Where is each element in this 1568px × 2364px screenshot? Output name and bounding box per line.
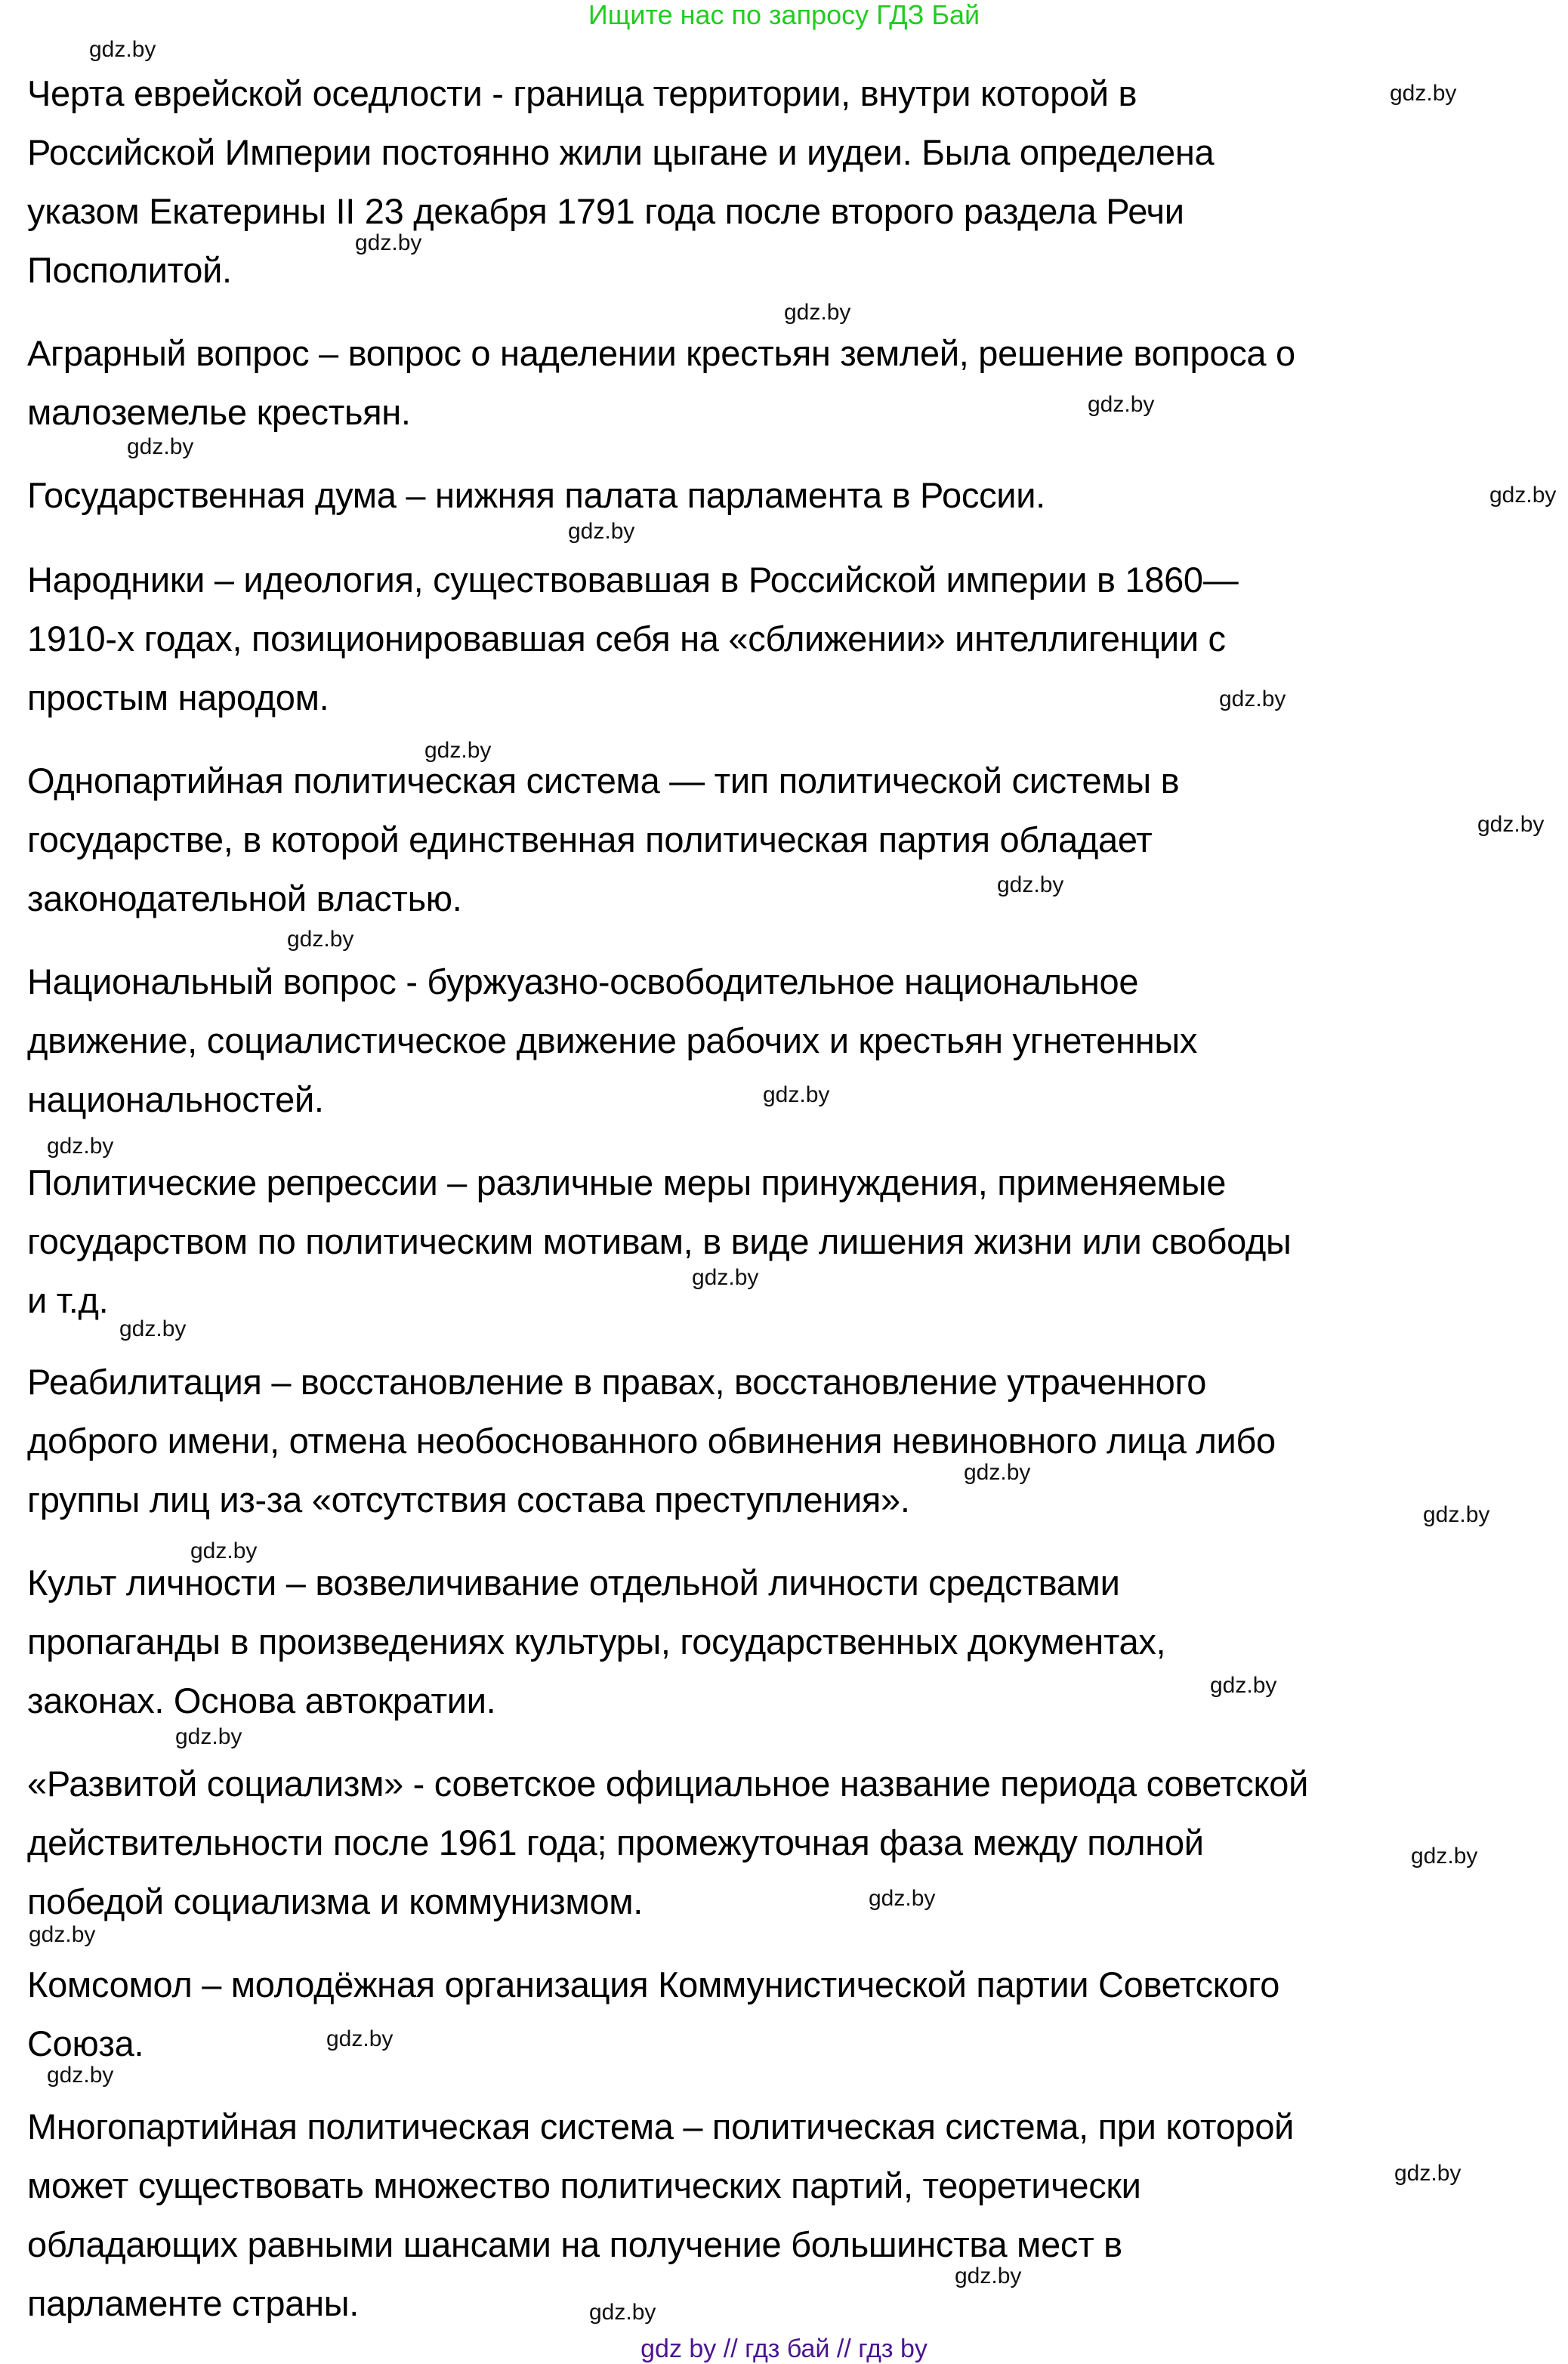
watermark-text: gdz.by — [964, 1460, 1031, 1485]
paragraph-line: Черта еврейской оседлости - граница территории, внутри которой в — [27, 73, 1137, 113]
paragraph-line: малоземелье крестьян. — [27, 392, 411, 432]
watermark-text: gdz.by — [763, 1082, 830, 1107]
watermark-text: gdz.by — [127, 434, 194, 459]
paragraph-line: Союза. — [27, 2023, 144, 2063]
paragraph-line: государством по политическим мотивам, в виде лишения жизни или свободы — [27, 1221, 1292, 1261]
paragraph-line: Реабилитация – восстановление в правах, восстановление утраченного — [27, 1362, 1207, 1402]
watermark-text: gdz.by — [89, 37, 156, 62]
paragraph-line: национальностей. — [27, 1079, 324, 1119]
paragraph-line: победой социализма и коммунизмом. — [27, 1881, 644, 1921]
watermark-text: gdz.by — [869, 1886, 936, 1911]
watermark-text: gdz.by — [326, 2026, 394, 2051]
watermark-text: gdz.by — [175, 1724, 242, 1749]
watermark-text: gdz.by — [190, 1538, 258, 1563]
watermark-text: gdz.by — [47, 2063, 114, 2088]
paragraph-line: государстве, в которой единственная политическая партия обладает — [27, 819, 1153, 859]
watermark-text: gdz.by — [1210, 1673, 1277, 1698]
paragraph-line: Многопартийная политическая система – политическая система, при которой — [27, 2106, 1295, 2146]
paragraph-line: Посполитой. — [27, 250, 232, 290]
paragraph-line: простым народом. — [27, 677, 329, 718]
watermark-text: gdz.by — [997, 872, 1064, 897]
watermark-text: gdz.by — [287, 927, 354, 952]
watermark-text: gdz.by — [955, 2264, 1022, 2288]
footer-links[interactable]: gdz by // гдз бай // гдз by — [640, 2335, 928, 2363]
paragraph-line: Российской Империи постоянно жили цыгане и иудеи. Была определена — [27, 132, 1215, 172]
watermark-text: gdz.by — [589, 2300, 656, 2325]
watermark-text: gdz.by — [355, 230, 422, 255]
watermark-text: gdz.by — [47, 1134, 114, 1159]
paragraph-line: пропаганды в произведениях культуры, государственных документах, — [27, 1622, 1166, 1662]
paragraph-line: Национальный вопрос - буржуазно-освободительное национальное — [27, 961, 1139, 1001]
watermark-text: gdz.by — [1088, 392, 1155, 417]
watermark-text: gdz.by — [1477, 812, 1545, 837]
watermark-text: gdz.by — [568, 519, 635, 544]
watermark-text: gdz.by — [29, 1922, 96, 1947]
paragraph-line: Однопартийная политическая система — тип политической системы в — [27, 761, 1180, 801]
paragraph-line: Аграрный вопрос – вопрос о наделении крестьян землей, решение вопроса о — [27, 333, 1295, 373]
watermark-text: gdz.by — [692, 1265, 759, 1290]
watermark-text: gdz.by — [424, 738, 492, 763]
paragraph-line: движение, социалистическое движение рабочих и крестьян угнетенных — [27, 1020, 1198, 1060]
paragraph-line: законодательной властью. — [27, 878, 462, 918]
watermark-text: gdz.by — [1411, 1844, 1478, 1869]
paragraph-line: обладающих равными шансами на получение большинства мест в — [27, 2224, 1122, 2264]
paragraph-line: Культ личности – возвеличивание отдельной личности средствами — [27, 1563, 1120, 1603]
paragraph-line: может существовать множество политических партий, теоретически — [27, 2165, 1141, 2205]
watermark-text: gdz.by — [1489, 483, 1557, 508]
paragraph-line: и т.д. — [27, 1280, 109, 1320]
watermark-text: gdz.by — [1394, 2161, 1462, 2186]
paragraph-line: законах. Основа автократии. — [27, 1680, 496, 1721]
paragraph-line: Политические репрессии – различные меры принуждения, применяемые — [27, 1162, 1227, 1202]
paragraph-line: «Развитой социализм» - советское официальное название периода советской — [27, 1764, 1309, 1804]
watermark-text: gdz.by — [119, 1316, 187, 1341]
paragraph-line: Комсомол – молодёжная организация Коммунистической партии Советского — [27, 1964, 1280, 2004]
paragraph-line: Народники – идеология, существовавшая в Российской империи в 1860— — [27, 560, 1239, 600]
paragraph-line: доброго имени, отмена необоснованного обвинения невиновного лица либо — [27, 1421, 1276, 1461]
watermark-text: gdz.by — [1423, 1502, 1490, 1527]
paragraph-line: 1910-х годах, позиционировавшая себя на «сближении» интеллигенции с — [27, 619, 1226, 659]
paragraph-line: действительности после 1961 года; промежуточная фаза между полной — [27, 1822, 1204, 1862]
paragraph-line: Государственная дума – нижняя палата парламента в России. — [27, 475, 1045, 515]
paragraph-line: парламенте страны. — [27, 2283, 359, 2323]
search-hint-banner: Ищите нас по запросу ГДЗ Бай — [588, 0, 980, 30]
watermark-text: gdz.by — [784, 300, 851, 325]
paragraph-line: указом Екатерины II 23 декабря 1791 года после второго раздела Речи — [27, 191, 1184, 231]
watermark-text: gdz.by — [1390, 81, 1457, 106]
paragraph-line: группы лиц из-за «отсутствия состава преступления». — [27, 1480, 910, 1520]
watermark-text: gdz.by — [1219, 687, 1286, 711]
